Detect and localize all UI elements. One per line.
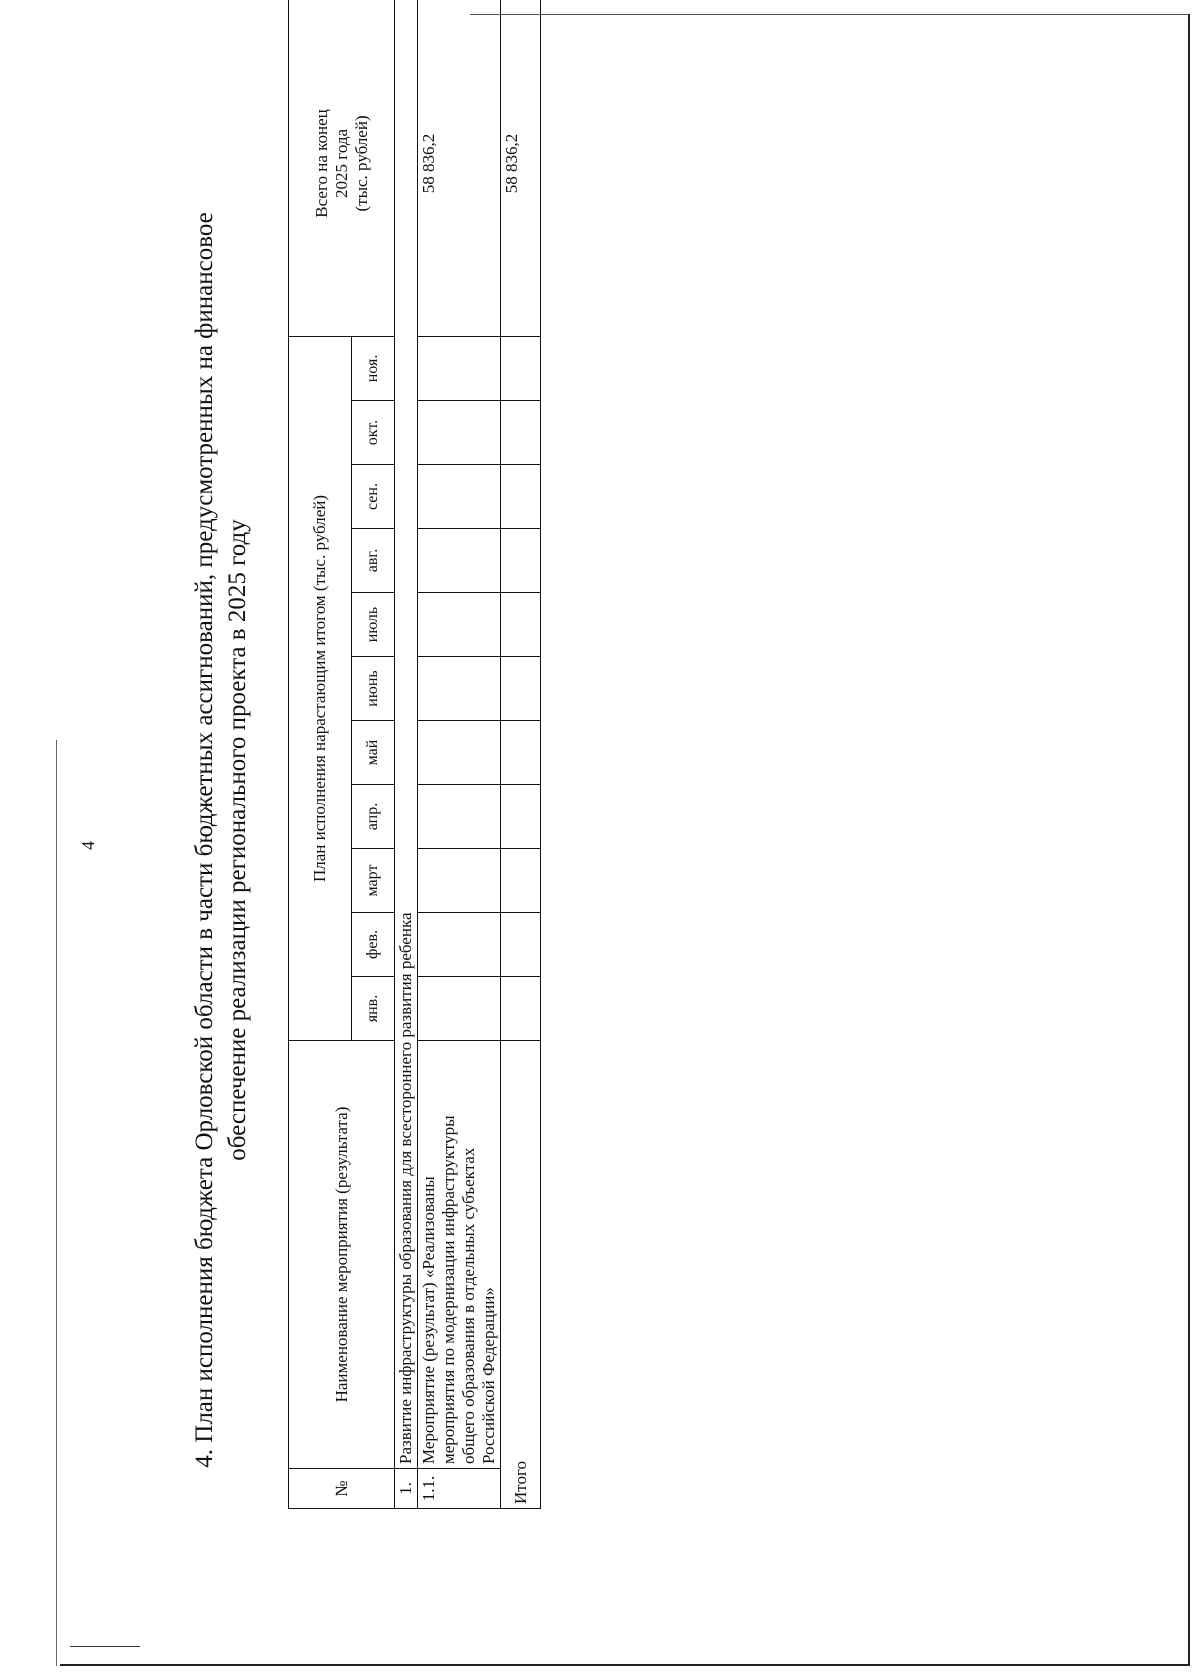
total-label: Итого bbox=[501, 1041, 541, 1509]
total-cell-oct bbox=[501, 401, 541, 465]
month-mar: март bbox=[352, 849, 395, 913]
section-num: 1. bbox=[395, 1469, 418, 1509]
total-cell-feb bbox=[501, 913, 541, 977]
page-number: 4 bbox=[78, 841, 98, 850]
month-oct: окт. bbox=[352, 401, 395, 465]
month-sep: сен. bbox=[352, 465, 395, 529]
total-cell-jul bbox=[501, 593, 541, 657]
table-row bbox=[418, 0, 501, 1509]
row-name-line-1: Мероприятие (результат) «Реализованы bbox=[419, 1176, 438, 1464]
row-cell-oct bbox=[418, 401, 501, 465]
budget-plan-table bbox=[288, 0, 541, 1509]
header-name: Наименование мероприятия (результата) bbox=[289, 1041, 395, 1469]
header-total-line-3: (тыс. рублей) bbox=[351, 115, 371, 212]
total-cell-sep bbox=[501, 465, 541, 529]
row-cell-nov bbox=[418, 336, 501, 400]
month-apr: апр. bbox=[352, 785, 395, 849]
month-may: май bbox=[352, 721, 395, 785]
total-cell-may bbox=[501, 721, 541, 785]
month-jan: янв. bbox=[352, 977, 395, 1041]
header-total bbox=[289, 0, 395, 336]
row-cell-jan bbox=[418, 977, 501, 1041]
row-cell-jul bbox=[418, 593, 501, 657]
section-row bbox=[395, 0, 418, 1509]
section-name: Развитие инфраструктуры образования для всестороннего развития ребенка bbox=[395, 0, 418, 1469]
row-num: 1.1. bbox=[418, 1469, 501, 1509]
month-nov: ноя. bbox=[352, 336, 395, 400]
row-cell-jun bbox=[418, 657, 501, 721]
row-cell-may bbox=[418, 721, 501, 785]
total-cell-aug bbox=[501, 529, 541, 593]
row-cell-aug bbox=[418, 529, 501, 593]
total-row bbox=[501, 0, 541, 1509]
month-aug: авг. bbox=[352, 529, 395, 593]
row-name bbox=[418, 1041, 501, 1469]
title-line-2: обеспечение реализации регионального проекта в 2025 году bbox=[224, 519, 251, 1161]
row-name-line-4: Российской Федерации» bbox=[479, 1287, 498, 1464]
header-total-line-1: Всего на конец bbox=[311, 109, 331, 218]
section-title bbox=[188, 190, 254, 1490]
month-jul: июль bbox=[352, 593, 395, 657]
header-total-line-2: 2025 года bbox=[331, 128, 351, 198]
month-jun: июнь bbox=[352, 657, 395, 721]
total-cell-jan bbox=[501, 977, 541, 1041]
total-cell-mar bbox=[501, 849, 541, 913]
title-line-1: 4. План исполнения бюджета Орловской области в части бюджетных ассигнований, предусмотренных на финансовое bbox=[191, 212, 218, 1468]
total-cell-apr bbox=[501, 785, 541, 849]
row-cell-sep bbox=[418, 465, 501, 529]
row-cell-apr bbox=[418, 785, 501, 849]
month-feb: фев. bbox=[352, 913, 395, 977]
row-cell-feb bbox=[418, 913, 501, 977]
header-num: № bbox=[289, 1469, 395, 1509]
header-plan: План исполнения нарастающим итогом (тыс. рублей) bbox=[289, 336, 352, 1040]
total-cell-jun bbox=[501, 657, 541, 721]
row-name-line-3: общего образования в отдельных субъектах bbox=[459, 1147, 478, 1464]
total-cell-nov bbox=[501, 336, 541, 400]
row-total: 58 836,2 bbox=[418, 0, 501, 336]
row-name-line-2: мероприятия по модернизации инфраструктуры bbox=[439, 1115, 458, 1464]
header-row-1 bbox=[289, 0, 352, 1509]
row-cell-mar bbox=[418, 849, 501, 913]
total-value: 58 836,2 bbox=[501, 0, 541, 336]
